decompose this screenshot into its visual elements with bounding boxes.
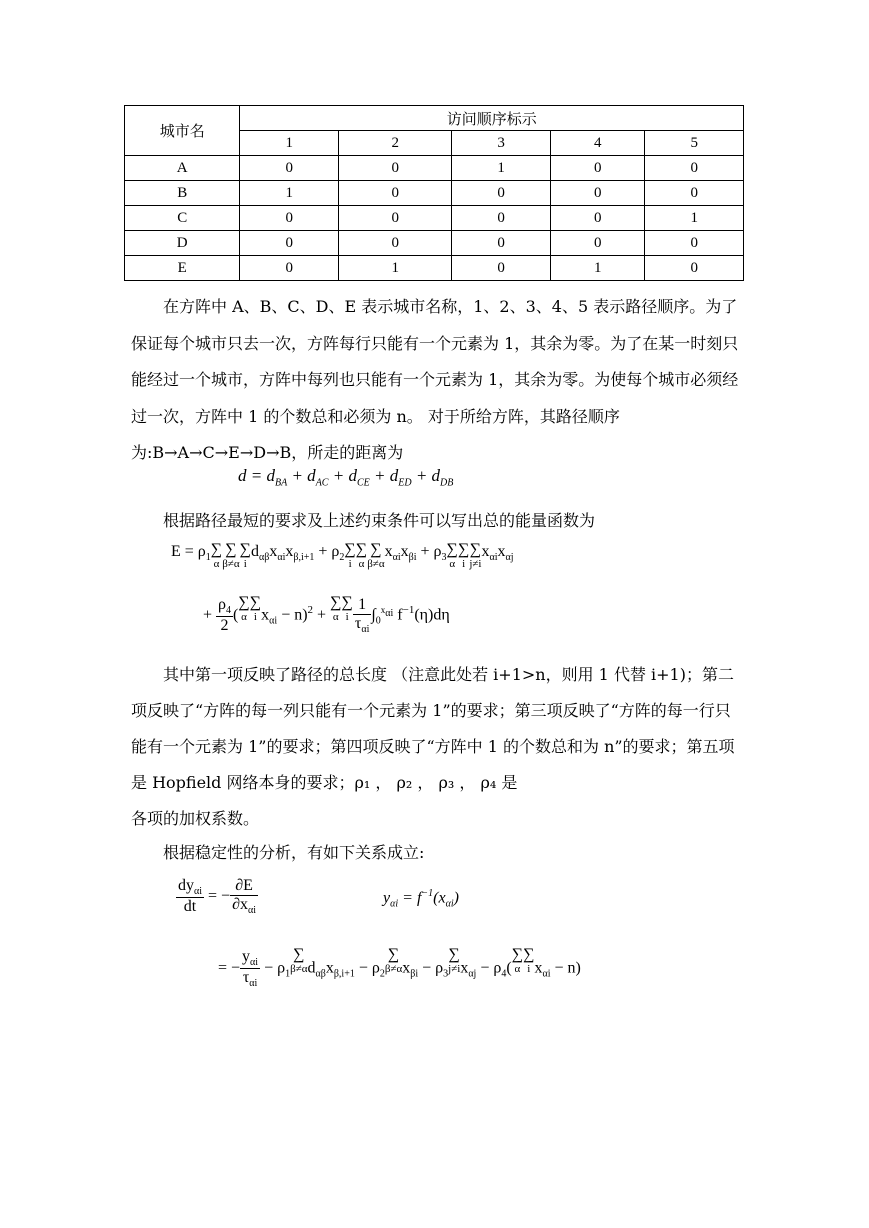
value-cell: 0 — [240, 156, 339, 181]
visit-order-table — [124, 105, 744, 281]
table-row — [125, 156, 744, 181]
col-header: 5 — [645, 131, 744, 156]
weight-coefficients: ρ₁ ， ρ₂ ， ρ₃ ， ρ₄ 是 — [354, 773, 518, 792]
value-cell: 1 — [645, 206, 744, 231]
value-cell: 0 — [240, 206, 339, 231]
value-cell: 0 — [550, 206, 645, 231]
value-cell: 0 — [550, 231, 645, 256]
value-cell: 0 — [452, 256, 551, 281]
value-cell: 0 — [338, 206, 451, 231]
stability-equation-line-2: = − $\frac{y_{\alpha i}}{\tau_{\alpha i}}$ − $\rho_1$ ∑ β≠α $d_{\alpha\beta}x_{\beta,i+1} - \rho_2$ ∑ β≠α $x_{\beta i} - \rho_3$ ∑ j≠i $x_{\alpha j} - \rho_4$( ∑ α ∑ i $x_{\alpha i} - n$) — [218, 946, 581, 990]
value-cell: 1 — [240, 181, 339, 206]
value-cell: 0 — [550, 181, 645, 206]
distance-equation: $d = d_{BA} + d_{AC} + d_{CE} + d_{ED} + d_{DB}$ — [238, 466, 454, 489]
value-cell: 0 — [645, 231, 744, 256]
city-name-header: 城市名 — [125, 106, 240, 156]
table-row — [125, 256, 744, 281]
value-cell: 1 — [452, 156, 551, 181]
city-cell: D — [125, 231, 240, 256]
value-cell: 1 — [550, 256, 645, 281]
term-explanation-end: 各项的加权系数。 — [131, 809, 260, 828]
col-header: 3 — [452, 131, 551, 156]
value-cell: 0 — [338, 181, 451, 206]
table-row — [125, 206, 744, 231]
value-cell: 0 — [240, 256, 339, 281]
term-explanation-text: 其中第一项反映了路径的总长度 （注意此处若 i+1>n，则用 1 代替 i+1)；第二项反映了“方阵的每一列只能有一个元素为 1”的要求；第三项反映了“方阵的每一行只能有一个元素为 1”的要求；第四项反映了“方阵中 1 的个数总和为 n”的要求；第五项是 Hopfield 网络本身的要求； — [131, 665, 735, 792]
city-cell: B — [125, 181, 240, 206]
value-cell: 0 — [240, 231, 339, 256]
value-cell: 0 — [338, 156, 451, 181]
value-cell: 0 — [452, 231, 551, 256]
paragraph-energy-intro: 根据路径最短的要求及上述约束条件可以写出总的能量函数为 — [131, 511, 596, 530]
value-cell: 0 — [550, 156, 645, 181]
value-cell: 1 — [338, 256, 451, 281]
paragraph-matrix-explanation: 在方阵中 A、B、C、D、E 表示城市名称，1、2、3、4、5 表示路径顺序。为了保证每个城市只去一次，方阵每行只能有一个元素为 1，其余为零。为了在某一时刻只能经过一个城市，方阵中每列也只能有一个元素为 1，其余为零。为使每个城市必须经过一次，方阵中 1 的个数总和必须为 n。 对于所给方阵，其路径顺序为:B→A→C→E→D→B，所走的距离为 — [131, 297, 739, 462]
value-cell: 0 — [338, 231, 451, 256]
value-cell: 0 — [645, 181, 744, 206]
stability-equation-line-1: $\frac{dy_{\alpha i}}{dt}$ = − $\frac{\partial E}{\partial x_{\alpha i}}$ — [178, 877, 257, 917]
value-cell: 0 — [452, 181, 551, 206]
col-header: 2 — [338, 131, 451, 156]
paragraph-term-explanation — [131, 657, 741, 837]
activation-relation: $y_{\alpha i} = f^{-1}(x_{\alpha i})$ — [383, 888, 459, 910]
table-row — [125, 181, 744, 206]
city-cell: E — [125, 256, 240, 281]
city-cell: C — [125, 206, 240, 231]
energy-function-line-1: $E = \rho_1$ ∑ α ∑ β≠α ∑ i $d_{\alpha\beta}x_{\alpha i}x_{\beta,i+1} + \rho_2$ ∑ i ∑ α ∑ β≠α $x_{\alpha i}x_{\beta i} + \rho_3$ ∑ α ∑ i ∑ j≠i $x_{\alpha i}x_{\alpha j}$ — [171, 541, 514, 570]
visit-order-header: 访问顺序标示 — [240, 106, 744, 131]
col-header: 1 — [240, 131, 339, 156]
value-cell: 0 — [645, 156, 744, 181]
value-cell: 0 — [645, 256, 744, 281]
table-row — [125, 231, 744, 256]
col-header: 4 — [550, 131, 645, 156]
value-cell: 0 — [452, 206, 551, 231]
city-cell: A — [125, 156, 240, 181]
paragraph-stability-intro: 根据稳定性的分析，有如下关系成立: — [131, 843, 425, 862]
energy-function-line-2: + $\frac{\rho_4}{2}$ ( ∑ α ∑ i $x_{\alpha i} - n)^2$ + ∑ α ∑ i $\frac{1}{\tau_{\alpha i}}$ $\int_0^{x_{\alpha i}}$ $f^{-1}(\eta)d\eta$ — [203, 594, 450, 636]
